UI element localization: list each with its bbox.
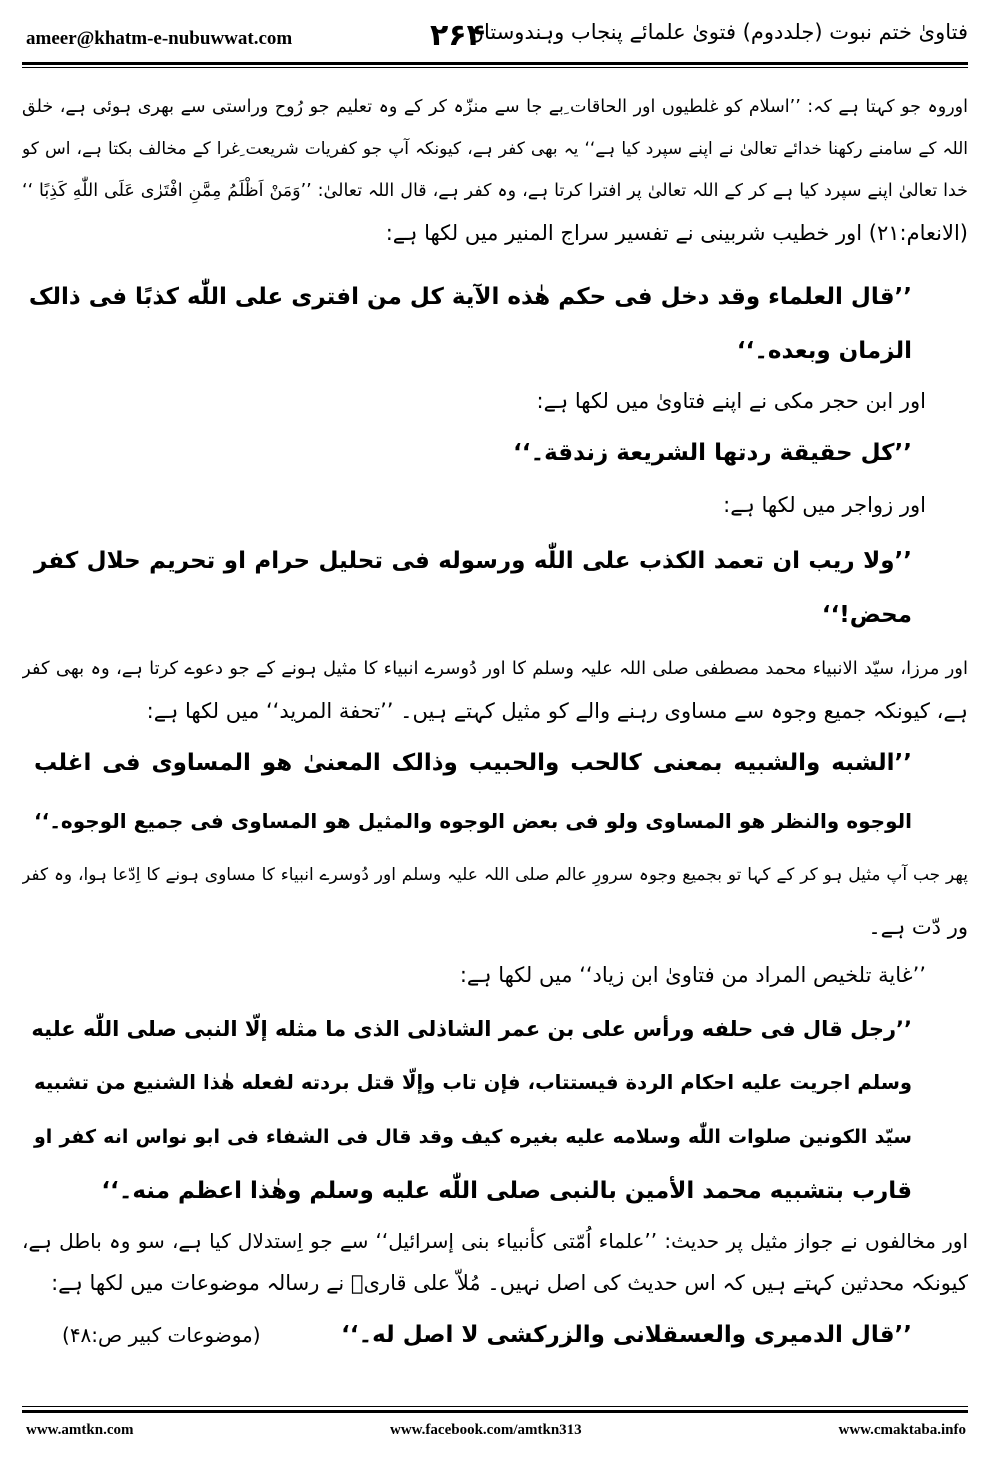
arabic-quote-line: ’’قال العلماء وقد دخل فی حکم هٰذه الآیة کل من افتری علی اللّٰه کذبًا فی ذالک	[28, 284, 912, 310]
text-line: اور ابن حجر مکی نے اپنے فتاویٰ میں لکھا ہے:	[536, 389, 926, 413]
page-header	[0, 0, 990, 60]
arabic-quote-line: ’’الشبه والشبیه بمعنی کالحب والحبیب وذالک المعنیٰ هو المساوی فی اغلب	[34, 750, 912, 776]
text-line: ’’غایة تلخیص المراد من فتاویٰ ابن زیاد‘‘ میں لکھا ہے:	[459, 963, 926, 987]
page-body	[22, 86, 968, 1386]
arabic-quote-line: ’’رجل قال فی حلفه ورأس علی بن عمر الشاذلی الذی ما مثله إلّا النبی صلی اللّٰه علیه	[31, 1017, 912, 1041]
arabic-quote-line: الزمان وبعده۔‘‘	[736, 338, 912, 364]
text-line: ہے، کیونکہ جمیع وجوہ سے مساوی رہنے والے کو مثیل کہتے ہیں۔ ’’تحفة المرید‘‘ میں لکھا ہے:	[146, 699, 968, 723]
header-rule-thick	[22, 62, 968, 65]
arabic-quote-line: ’’کل حقیقة ردتها الشریعة زندقة۔‘‘	[513, 440, 912, 466]
text-line: خدا تعالیٰ اپنے سپرد کیا ہے کر کے اللہ تعالیٰ پر افترا کرتا ہے، وہ کفر ہے، قال اللہ تعالیٰ: ’’وَمَنْ اَظْلَمُ مِمَّنِ افْتَرٰی عَلَی اللّٰهِ کَذِبًا ‘‘	[22, 181, 968, 201]
arabic-quote-line: ’’ولا ریب ان تعمد الکذب علی اللّٰه ورسوله فی تحلیل حرام او تحریم حلال کفر	[34, 548, 912, 574]
text-line: (الانعام:۲۱) اور خطیب شربینی نے تفسیر سراج المنیر میں لکھا ہے:	[385, 221, 968, 245]
footer-rule-thin	[22, 1406, 968, 1407]
arabic-quote-line: قارب بتشبیه محمد الأمین بالنبی صلی اللّٰه علیه وسلم وهٰذا اعظم منه۔‘‘	[101, 1178, 912, 1204]
arabic-quote-line: سیّد الکونین صلوات اللّٰه وسلامه علیه بغیره کیف وقد قال فی الشفاء فی ابو نواس انه کفر او	[34, 1126, 912, 1148]
footer-link-amtkn[interactable]: www.amtkn.com	[26, 1422, 134, 1438]
text-line: اور مخالفوں نے جواز مثیل پر حدیث: ’’علماء اُمّتی کأنبیاء بنی إسرائیل‘‘ سے جو اِستدلال کیا ہے، سو وہ باطل ہے،	[22, 1229, 968, 1253]
arabic-quote-line: الوجوه والنظر هو المساوی ولو فی بعض الوجوه والمثیل هو المساوی فی جمیع الوجوه۔‘‘	[34, 809, 912, 833]
arabic-quote-line: وسلم اجریت علیه احکام الردة فیستتاب، فإن تاب وإلّا قتل بردته لفعله هٰذا الشنیع من تشبیه	[34, 1071, 912, 1094]
text-line: ور دّت ہے۔	[868, 915, 968, 939]
arabic-quote-line: ’’قال الدمیری والعسقلانی والزرکشی لا اصل له۔‘‘	[341, 1322, 912, 1348]
text-line: اللہ کے سامنے رکھنا خدائے تعالیٰ نے اپنے سپرد کیا ہے‘‘ یہ بھی کفر ہے، کیونکہ آپ جو کفریات شریعت ِغرا کے مخالف بکتا ہے، اس کو	[22, 139, 968, 159]
text-line: اور زواجر میں لکھا ہے:	[723, 493, 926, 517]
header-rule-thin	[22, 67, 968, 68]
text-line: اوروہ جو کہتا ہے کہ: ’’اسلام کو غلطیوں اور الحاقات ِبے جا سے منزّہ کر کے وہ تعلیم جو رُوح وراستی سے بھری ہوئی ہے، خلق	[22, 97, 968, 117]
footer-link-facebook[interactable]: www.facebook.com/amtkn313	[390, 1422, 582, 1438]
text-line: کیونکہ محدثین کہتے ہیں کہ اس حدیث کی اصل نہیں۔ مُلاّ علی قاریؒ نے رسالہ موضوعات میں لکھا ہے:	[51, 1271, 968, 1295]
book-title: فتاویٰ ختم نبوت (جلددوم) فتویٰ علمائے پنجاب وہندوستان	[468, 20, 968, 44]
page-footer	[0, 1418, 990, 1458]
arabic-quote-line: محض!‘‘	[821, 602, 912, 628]
footer-rule-thick	[22, 1410, 968, 1413]
text-line: پھر جب آپ مثیل ہو کر کے کہا تو بجمیع وجوہ سرورِ عالم صلی اللہ علیہ وسلم اور دُوسرے انبیاء کا مساوی ہونے کا اِدّعا ہوا، وہ کفر	[22, 865, 968, 885]
text-line: اور مرزا، سیّد الانبیاء محمد مصطفی صلی اللہ علیہ وسلم کا اور دُوسرے انبیاء کا مثیل ہونے کے جو دعوے کرتا ہے، وہ بھی کفر	[22, 658, 968, 679]
header-email: ameer@khatm-e-nubuwwat.com	[26, 28, 293, 49]
page-number: ۲۶۴	[430, 18, 485, 53]
citation: (موضوعات کبیر ص:۴۸)	[62, 1323, 261, 1347]
footer-link-cmaktaba[interactable]: www.cmaktaba.info	[838, 1422, 966, 1438]
